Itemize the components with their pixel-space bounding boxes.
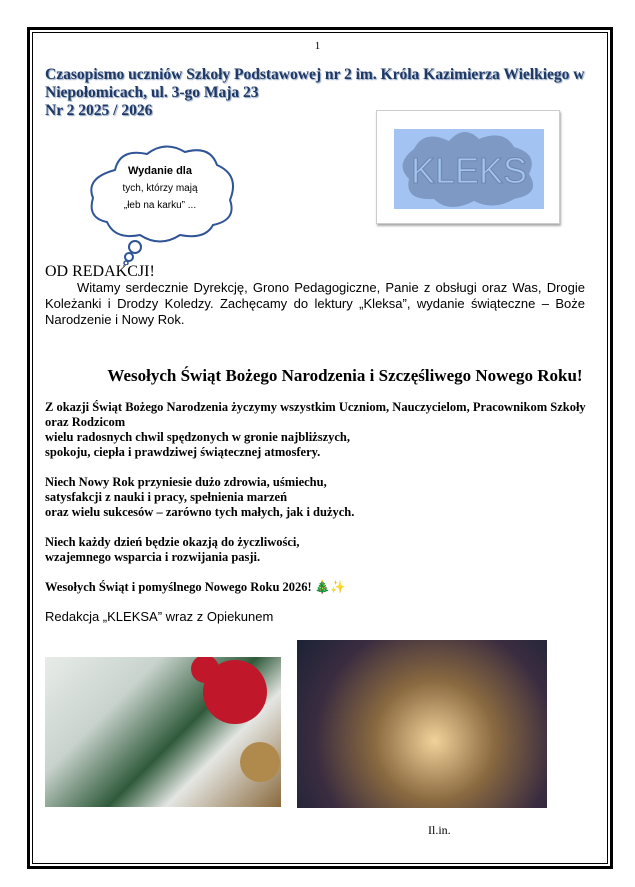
- headline: Wesołych Świąt Bożego Narodzenia i Szczęśliwego Nowego Roku!: [107, 366, 583, 385]
- ink-blot-icon: [394, 129, 544, 209]
- logo-text: KLEKS: [410, 150, 528, 191]
- wish-line: wielu radosnych chwil spędzonych w gronie najbliższych,: [45, 430, 350, 444]
- wishes-text: [45, 400, 605, 610]
- editorial-text: Witamy serdecznie Dyrekcję, Grono Pedagogiczne, Panie z obsługi oraz Was, Drogie Koleżanki i Drodzy Koledzy. Zachęcamy do lektury „Kleksa”, wydanie świąteczne – Boże Narodzenie i Nowy Rok.: [45, 280, 585, 327]
- wish-line: wzajemnego wsparcia i rozwijania pasji.: [45, 550, 261, 564]
- page-number: 1: [314, 40, 321, 52]
- kleks-logo: [376, 110, 560, 224]
- wish-line: oraz wielu sukcesów – zarówno tych małych, jak i dużych.: [45, 505, 355, 519]
- header-line: Czasopismo uczniów Szkoły Podstawowej nr 2 im. Króla Kazimierza Wielkiego w: [45, 66, 585, 83]
- cloud-line: „łeb na karku” ...: [123, 200, 197, 211]
- header-line: Niepołomicach, ul. 3-go Maja 23: [45, 84, 259, 101]
- wish-line: Z okazji Świąt Bożego Narodzenia życzymy wszystkim Uczniom, Nauczycielom, Pracownikom Szkoły oraz Rodzicom: [45, 400, 586, 429]
- christmas-decoration-photo: [45, 657, 281, 807]
- cloud-line: tych, którzy mają: [122, 183, 198, 194]
- cloud-line: Wydanie dla: [128, 165, 192, 177]
- cloud-text: [105, 163, 215, 214]
- wish-line: Niech Nowy Rok przyniesie dużo zdrowia, uśmiechu,: [45, 475, 327, 489]
- ornament-icon: [45, 657, 281, 807]
- issue-number: Nr 2 2025 / 2026: [45, 102, 153, 119]
- signature: Redakcja „KLEKSA” wraz z Opiekunem: [45, 609, 274, 624]
- wish-line: spokoju, ciepła i prawdziwej świątecznej atmosfery.: [45, 445, 321, 459]
- illustration-caption: Il.in.: [428, 823, 451, 837]
- nativity-scene-photo: [297, 640, 547, 808]
- wish-line: Niech każdy dzień będzie okazją do życzliwości,: [45, 535, 300, 549]
- editorial-heading: OD REDAKCJI!: [45, 263, 155, 280]
- wish-line: satysfakcji z nauki i pracy, spełnienia marzeń: [45, 490, 288, 504]
- wish-closing: Wesołych Świąt i pomyślnego Nowego Roku 2026! 🎄✨: [45, 580, 346, 594]
